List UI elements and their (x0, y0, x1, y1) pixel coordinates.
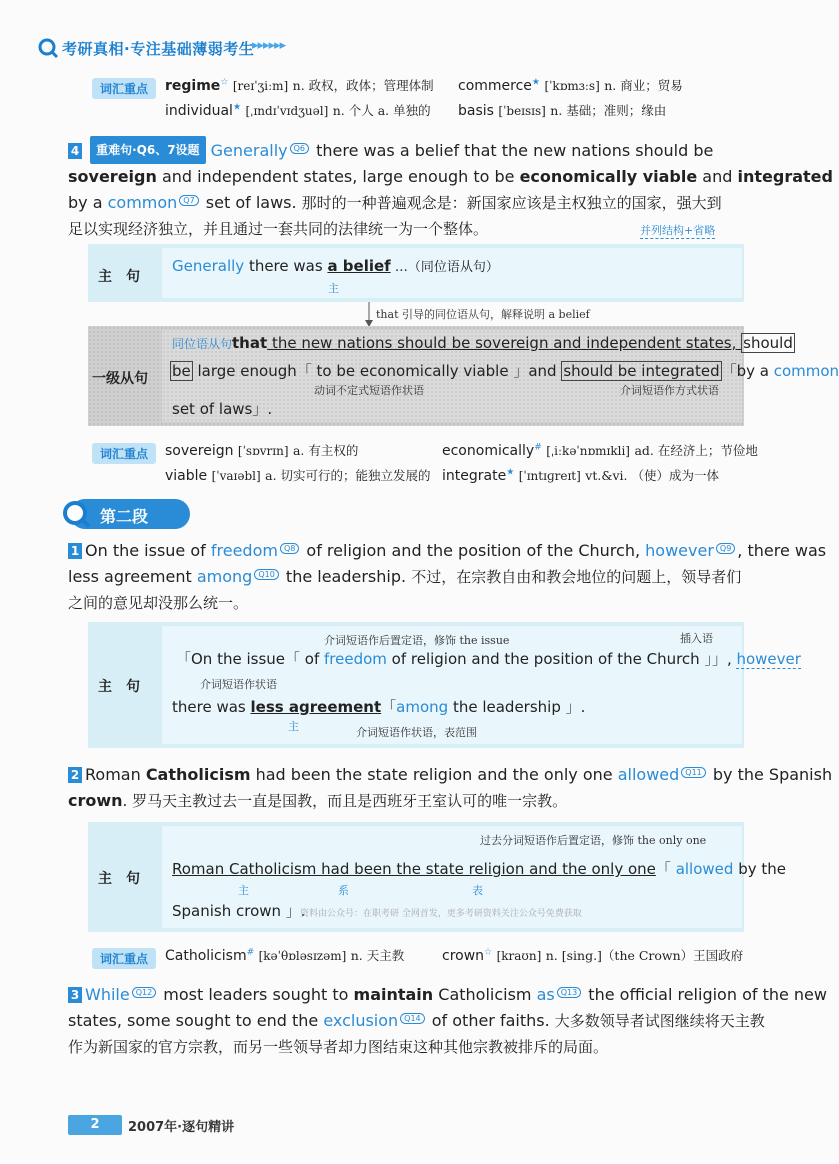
main-clause-box: 主 句 过去分词短语作后置定语，修饰 the only one Roman Catholicism had been the state religion and the only one「 allowed by the 主 系 表 Spanish crown 」. 资料由公众号：在职考研 全网首发，更多考研资料关注公众号免费获取 (88, 822, 744, 932)
sentence-1: 1 On the issue of freedom Q8 of religion and the position of the Church, however Q9 , there was less agreement among Q10 the leadership. 不过，在宗教自由和教会地位的问题上，领导者们 之间的意见却没那么统一。 (68, 541, 827, 612)
search-logo-icon (38, 38, 58, 58)
vocab-item: commerce★ [ˈkɒmɜːs] n. 商业；贸易 (458, 77, 683, 94)
vocab-item: regime☆ [reɪˈʒiːm] n. 政权，政体；管理体制 (165, 77, 434, 94)
sentence-2: 2 Roman Catholicism had been the state religion and the only one allowed Q11 by the Spanish crown. 罗马天主教过去一直是国教，而且是西班牙王室认可的唯一宗教。 (68, 765, 833, 810)
vocab-label: 词汇重点 (92, 78, 156, 99)
vocab-label: 词汇重点 (92, 948, 156, 969)
structure-note: 并列结构+省略 (640, 224, 716, 237)
sentence-4: 4 重难句·Q6、7设题 Generally Q6 there was a belief that the new nations should be sovereign and independent states, large enough to be economically viable and integrated by a common Q7 set of laws. 那时的一种普遍观念是：新国家应该是主权独立的国家，强大到 足以实现经济独立，并且通过一套共同的法律统一为一个整体。 (68, 136, 758, 242)
vocab-item: basis [ˈbeɪsɪs] n. 基础；准则；缘由 (458, 103, 667, 119)
subclause-box: 一级从句 同位语从句that the new nations should be sovereign and independent states, should be large enough「 to be economically viable 」and should be integrated 「by a common 动词不定式短语作状语 介词短语作方式状语 set of laws」. (88, 326, 744, 426)
arrow-note: that 引导的同位语从句，解释说明 a belief (376, 308, 590, 321)
main-clause-box: 主 句 介词短语作后置定语，修饰 the issue 插入语 「On the issue「 of freedom of religion and the position of the Church 」」, however 介词短语作状语 there was less agreement「among the leadership 」. 主 介词短语作状语，表范围 (88, 622, 744, 748)
main-clause-box: 主 句 Generally there was a belief …（同位语从句） 主 (88, 244, 744, 302)
search-logo-icon (62, 500, 92, 528)
vocab-item: crown☆ [kraʊn] n. [sing.]（the Crown）王国政府 (442, 947, 744, 964)
vocab-label: 词汇重点 (92, 443, 156, 464)
vocab-item: sovereign [ˈsɒvrɪn] a. 有主权的 (165, 443, 359, 459)
vocab-item: viable [ˈvaɪəbl] a. 切实可行的；能独立发展的 (165, 468, 431, 484)
difficulty-tag: 重难句·Q6、7设题 (90, 136, 205, 164)
footer-label: 2007年·逐句精讲 (128, 1120, 235, 1135)
watermark: 资料由公众号：在职考研 全网首发，更多考研资料关注公众号免费获取 (300, 909, 582, 919)
sentence-3: 3 While Q12 most leaders sought to maintain Catholicism as Q13 the official religion of the new states, some sought to end the exclusion Q14 of other faiths. 大多数领导者试图继续将天主教 作为新国家的官方宗教，而另一些领导者却力图结束这种其他宗教被排斥的局面。 (68, 985, 827, 1056)
vocab-item: individual★ [ˌɪndɪˈvɪdʒuəl] n. 个人 a. 单独的 (165, 102, 431, 119)
vocab-item: Catholicism# [kəˈθɒləsɪzəm] n. 天主教 (165, 947, 405, 964)
page-number: 2 (68, 1115, 122, 1135)
section-heading: 第二段 (100, 507, 149, 526)
vocab-item: integrate★ [ˈɪntɪɡreɪt] vt.&vi. （使）成为一体 (442, 467, 719, 484)
header-title: 考研真相·专注基础薄弱考生 (62, 40, 255, 58)
header-arrows: ▸▸▸▸▸▸ (252, 38, 286, 53)
arrow-down-icon (364, 302, 374, 328)
vocab-item: economically# [ˌiːkəˈnɒmɪkli] ad. 在经济上；节俭地 (442, 442, 758, 459)
